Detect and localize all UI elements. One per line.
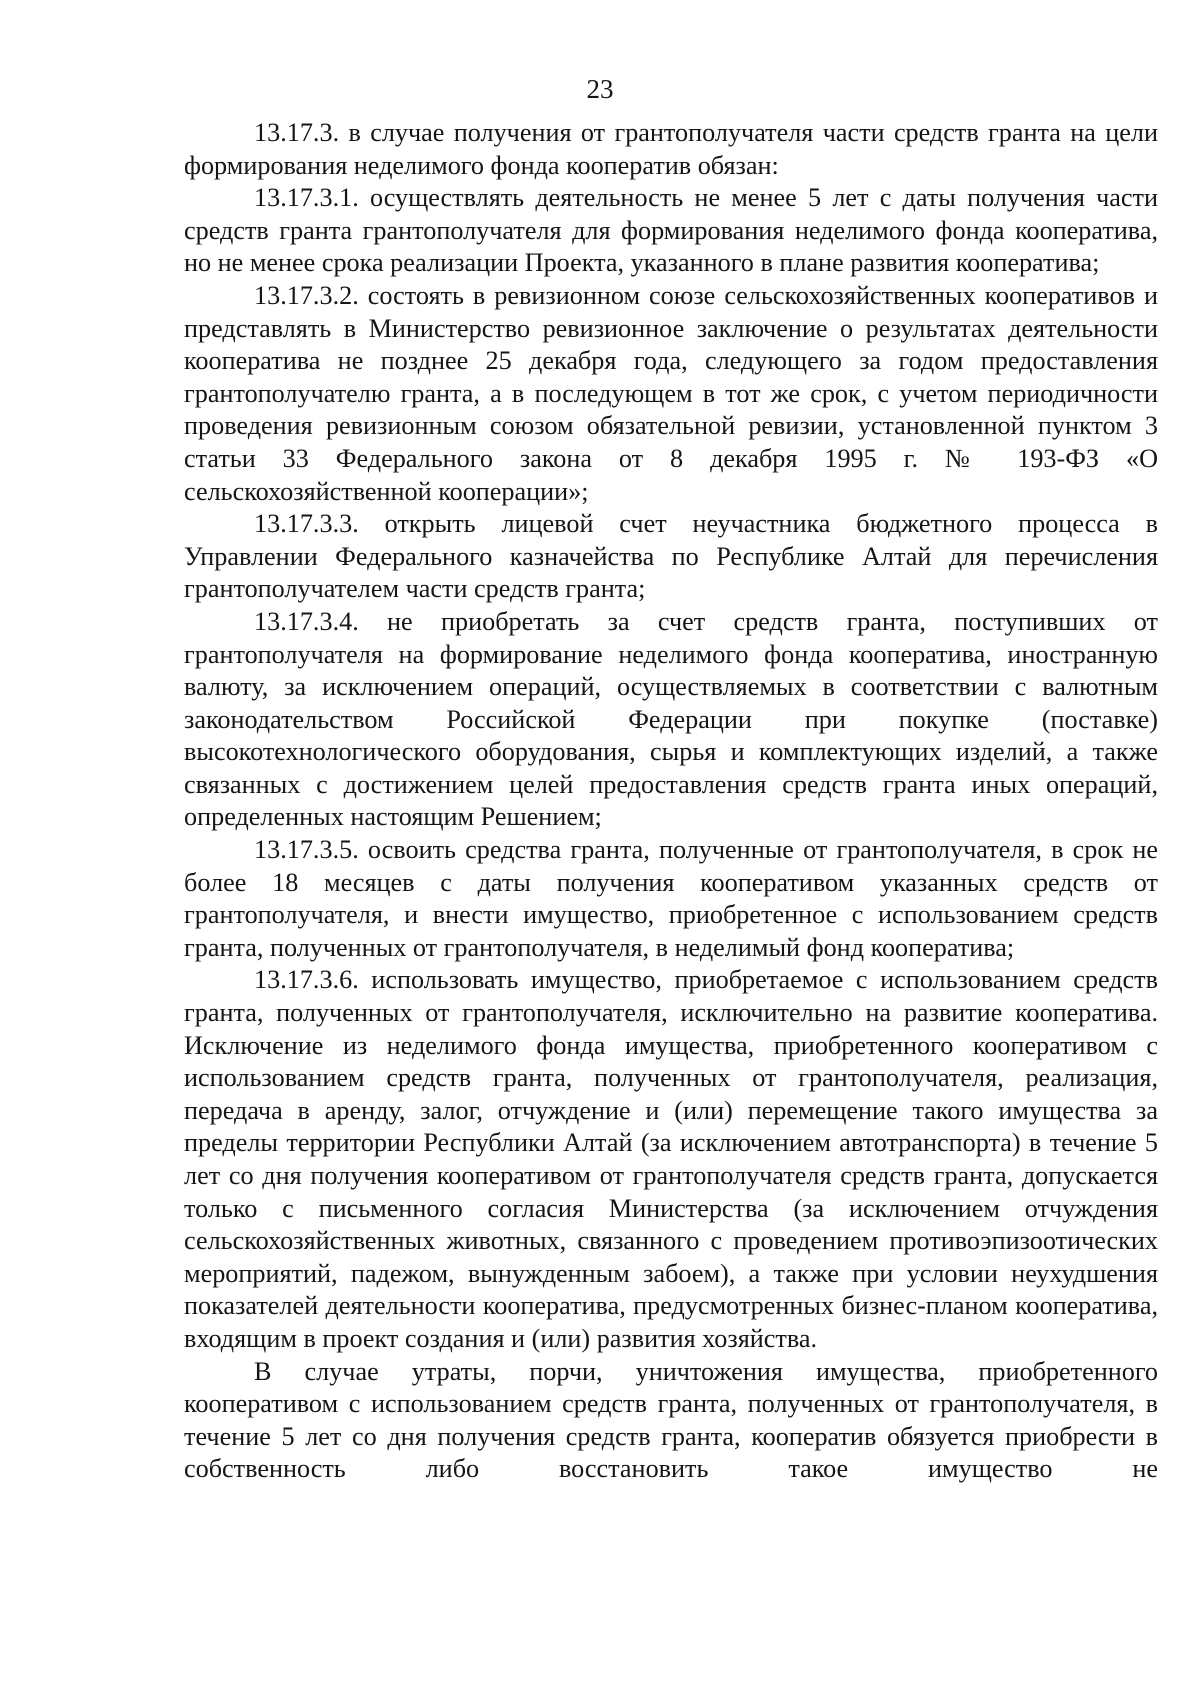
paragraph-13-17-3-6: 13.17.3.6. использовать имущество, приобретаемое с использованием средств гранта, полученных от грантополучателя, исключительно на развитие кооператива. Исключение из неделимого фонда имущества, приобретенного кооперативом с использованием средств гранта, полученных от грантополучателя, реализация, передача в аренду, залог, отчуждение и (или) перемещение такого имущества за пределы территории Республики Алтай (за исключением автотранспорта) в течение 5 лет со дня получения кооперативом от грантополучателя средств гранта, допускается только с письменного согласия Министерства (за исключением отчуждения сельскохозяйственных животных, связанного с проведением противоэпизоотических мероприятий, падежом, вынужденным забоем), а также при условии неухудшения показателей деятельности кооператива, предусмотренных бизнес-планом кооператива, входящим в проект создания и (или) развития хозяйства. [184, 965, 1158, 1353]
paragraph-13-17-3-4: 13.17.3.4. не приобретать за счет средств гранта, поступивших от грантополучателя на формирование неделимого фонда кооператива, иностранную валюту, за исключением операций, осуществляемых в соответствии с валютным законодательством Российской Федерации при покупке (поставке) высокотехнологического оборудования, сырья и комплектующих изделий, а также связанных с достижением целей предоставления средств гранта иных операций, определенных настоящим Решением; [184, 606, 1158, 832]
paragraph-13-17-3-3: 13.17.3.3. открыть лицевой счет неучастника бюджетного процесса в Управлении Федерального казначейства по Республике Алтай для перечисления грантополучателем части средств гранта; [184, 509, 1158, 604]
paragraph-13-17-3: 13.17.3. в случае получения от грантополучателя части средств гранта на цели формирования неделимого фонда кооператив обязан: [184, 118, 1158, 180]
paragraph-property-loss: В случае утраты, порчи, уничтожения имущества, приобретенного кооперативом с использованием средств гранта, полученных от грантополучателя, в течение 5 лет со дня получения средств гранта, кооператив обязуется приобрести в собственность либо восстановить такое имущество не [184, 1356, 1158, 1484]
page-number: 23 [586, 74, 614, 104]
document-body [184, 117, 1158, 1486]
paragraph-13-17-3-5: 13.17.3.5. освоить средства гранта, полученные от грантополучателя, в срок не более 18 месяцев с даты получения кооперативом указанных средств от грантополучателя, и внести имущество, приобретенное с использованием средств гранта, полученных от грантополучателя, в неделимый фонд кооператива; [184, 835, 1158, 962]
paragraph-13-17-3-2: 13.17.3.2. состоять в ревизионном союзе сельскохозяйственных кооперативов и представлять в Министерство ревизионное заключение о результатах деятельности кооператива не позднее 25 декабря года, следующего за годом предоставления грантополучателю гранта, а в последующем в тот же срок, с учетом периодичности проведения ревизионным союзом обязательной ревизии, установленной пунктом 3 статьи 33 Федерального закона от 8 декабря 1995 г. № 193-ФЗ «О сельскохозяйственной кооперации»; [184, 280, 1158, 506]
paragraph-13-17-3-1: 13.17.3.1. осуществлять деятельность не менее 5 лет с даты получения части средств гранта грантополучателя для формирования неделимого фонда кооператива, но не менее срока реализации Проекта, указанного в плане развития кооператива; [184, 183, 1158, 278]
